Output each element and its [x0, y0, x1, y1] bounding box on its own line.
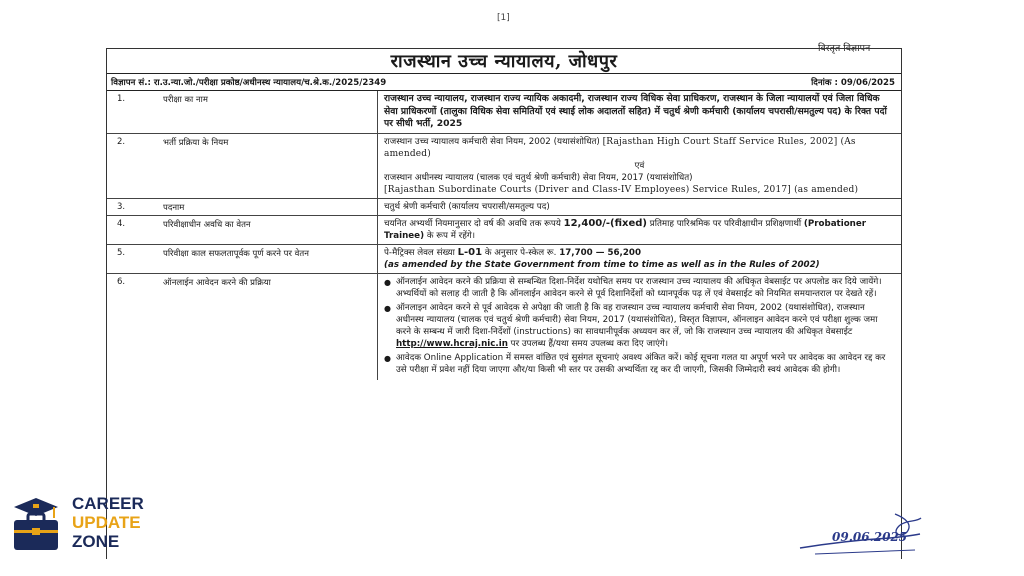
- row-label: परिवीक्षाधीन अवधि का वेतन: [163, 219, 251, 230]
- row-label: परिवीक्षा काल सफलतापूर्वक पूर्ण करने पर वेतन: [163, 248, 309, 259]
- signature-date: 09.06.2025: [832, 530, 908, 544]
- pay-scale-note: (as amended by the State Government from time to time as well as in the Rules of 2002): [384, 259, 820, 270]
- salary-text-2: प्रतिमाह पारिश्रमिक पर परिवीक्षाधीन प्रशिक्षणार्थी: [649, 218, 802, 229]
- salary-amount: 12,400/-(fixed): [563, 217, 647, 229]
- row-number: 4.: [117, 218, 126, 229]
- table-row: [107, 274, 901, 380]
- list-item: ● ऑनलाइन आवेदन करने से पूर्व आवेदक से अपेक्षा की जाती है कि वह राजस्थान उच्च न्यायालय कर्मचारी सेवा नियम, 2002 (यथासंशोधित), राजस्थान अधीनस्थ न्यायालय (चालक एवं चतुर्थ श्रेणी कर्मचारी) सेवा नियम, 2017 (यथासंशोधित), विस्तृत विज्ञापन, ऑनलाइन आवेदन करने एवं परीक्षा शुल्क जमा करने के सम्बन्ध में जारी दिशा-निर्देशों (instructions) का सावधानीपूर्वक अध्ययन कर लें, जो कि राजस्थान उच्च न्यायालय की अधिकृत वेबसाईट http://www.hcraj.nic.in पर उपलब्ध हैं/यथा समय उपलब्ध करा दिए जाएंगे।: [384, 302, 878, 349]
- row-label: परीक्षा का नाम: [163, 95, 208, 105]
- rule-hc-hindi: राजस्थान उच्च न्यायालय कर्मचारी सेवा नियम, 2002 (यथासंशोधित): [384, 136, 600, 147]
- table-row: [107, 245, 901, 274]
- row-number: 3.: [117, 201, 126, 212]
- row-number: 1.: [117, 94, 126, 104]
- application-process: [377, 274, 901, 380]
- probationer-term: (Probationer Trainee): [384, 218, 867, 241]
- row-label: पदनाम: [163, 202, 185, 213]
- table-row: [107, 134, 901, 199]
- logo-line-2: UPDATE: [72, 513, 141, 532]
- bullet-icon: ●: [384, 353, 391, 363]
- pay-scale-range: 17,700 — 56,200: [559, 247, 641, 258]
- career-update-zone-logo: [10, 494, 160, 558]
- rule-subordinate-hindi: राजस्थान अधीनस्थ न्यायालय (चालक एवं चतुर्थ श्रेणी कर्मचारी) सेवा नियम, 2017 (यथासंशोधित): [384, 172, 693, 183]
- page-number: [1]: [497, 13, 510, 23]
- row-number: 6.: [117, 276, 126, 287]
- table-row: [107, 91, 901, 134]
- row-label: भर्ती प्रक्रिया के नियम: [163, 137, 229, 148]
- reference-number: विज्ञापन सं.: रा.उ.न्या.जो./परीक्षा प्रकोष्ठ/अधीनस्थ न्यायालय/च.श्रे.क./2025/2349: [111, 78, 387, 88]
- pay-scale-text: पे-मैट्रिक्स लेवल संख्या: [384, 247, 455, 258]
- pay-scale-text-2: के अनुसार पे-स्केल रू.: [484, 247, 557, 258]
- website-link[interactable]: http://www.hcraj.nic.in: [396, 338, 508, 349]
- row-number: 5.: [117, 247, 126, 258]
- table-row: [107, 199, 901, 216]
- salary-text: चयनित अभ्यर्थी नियमानुसार दो वर्ष की अवधि तक रूपये: [384, 218, 561, 229]
- briefcase-graduation-icon: [10, 494, 62, 554]
- reference-line: [107, 74, 901, 91]
- rule-hc-english: [Rajasthan High Court Staff Service Rules, 2002] (As amended): [384, 136, 856, 159]
- list-item: ● ऑनलाईन आवेदन करने की प्रक्रिया से सम्बन्धित दिशा-निर्देश यथोचित समय पर राजस्थान उच्च न्यायालय की अधिकृत वेबसाईट पर अपलोड कर दिये जायेंगे। अभ्यर्थियों को सलाह दी जाती है कि ऑनलाईन आवेदन करने से पूर्व दिशानिर्देशों को ध्यानपूर्वक पढ़ लें एवं वेबसाईट को नियमित समयान्तराल पर देखते रहें।: [384, 276, 882, 299]
- rule-subordinate-english: [Rajasthan Subordinate Courts (Driver and Class-IV Employees) Service Rules, 2017] (as amended): [384, 184, 859, 195]
- list-item: ● आवेदक Online Application में समस्त वांछित एवं सुसंगत सूचनाएं अवश्य अंकित करें। कोई सूचना गलत या अपूर्ण भरने पर आवेदक का आवेदन रद्द कर उसे परीक्षा में प्रवेश नहीं दिया जाएगा और/या किसी भी स्तर पर उसकी अभ्यर्थिता रद्द कर दी जाएगी, जिसकी जिम्मेदारी स्वयं आवेदक की होगी।: [384, 352, 886, 375]
- logo-line-1: CAREER: [72, 494, 144, 513]
- row-label: ऑनलाईन आवेदन करने की प्रक्रिया: [163, 277, 271, 288]
- recruitment-rules: [377, 134, 901, 198]
- court-title: राजस्थान उच्च न्यायालय, जोधपुर: [107, 49, 901, 74]
- logo-line-3: ZONE: [72, 532, 120, 551]
- table-row: [107, 216, 901, 245]
- bullet-icon: ●: [384, 277, 391, 287]
- designation: चतुर्थ श्रेणी कर्मचारी (कार्यालय चपरासी/समतुल्य पद): [377, 199, 901, 215]
- pay-level: L-01: [457, 246, 483, 258]
- reference-date: दिनांक : 09/06/2025: [811, 78, 895, 88]
- bullet-icon: ●: [384, 303, 391, 313]
- exam-name: राजस्थान उच्च न्यायालय, राजस्थान राज्य न्यायिक अकादमी, राजस्थान राज्य विधिक सेवा प्राधिकरण, राजस्थान के जिला न्यायालयों एवं जिला विधिक सेवा प्राधिकरणों (तालुका विधिक सेवा समितियों एवं स्थाई लोक अदालतों सहित) में चतुर्थ श्रेणी कर्मचारी (कार्यालय चपरासी/समतुल्य पद) के रिक्त पदों पर सीधी भर्ती, 2025: [377, 91, 901, 133]
- row-number: 2.: [117, 136, 126, 147]
- rule-conjunction: एवं: [634, 160, 645, 171]
- probation-salary: [377, 216, 901, 244]
- notice-document: [106, 48, 902, 559]
- advertisement-type: विस्तृत विज्ञापन: [818, 43, 871, 54]
- pay-scale: [377, 245, 901, 273]
- salary-text-3: के रूप में रहेंगे।: [426, 230, 475, 241]
